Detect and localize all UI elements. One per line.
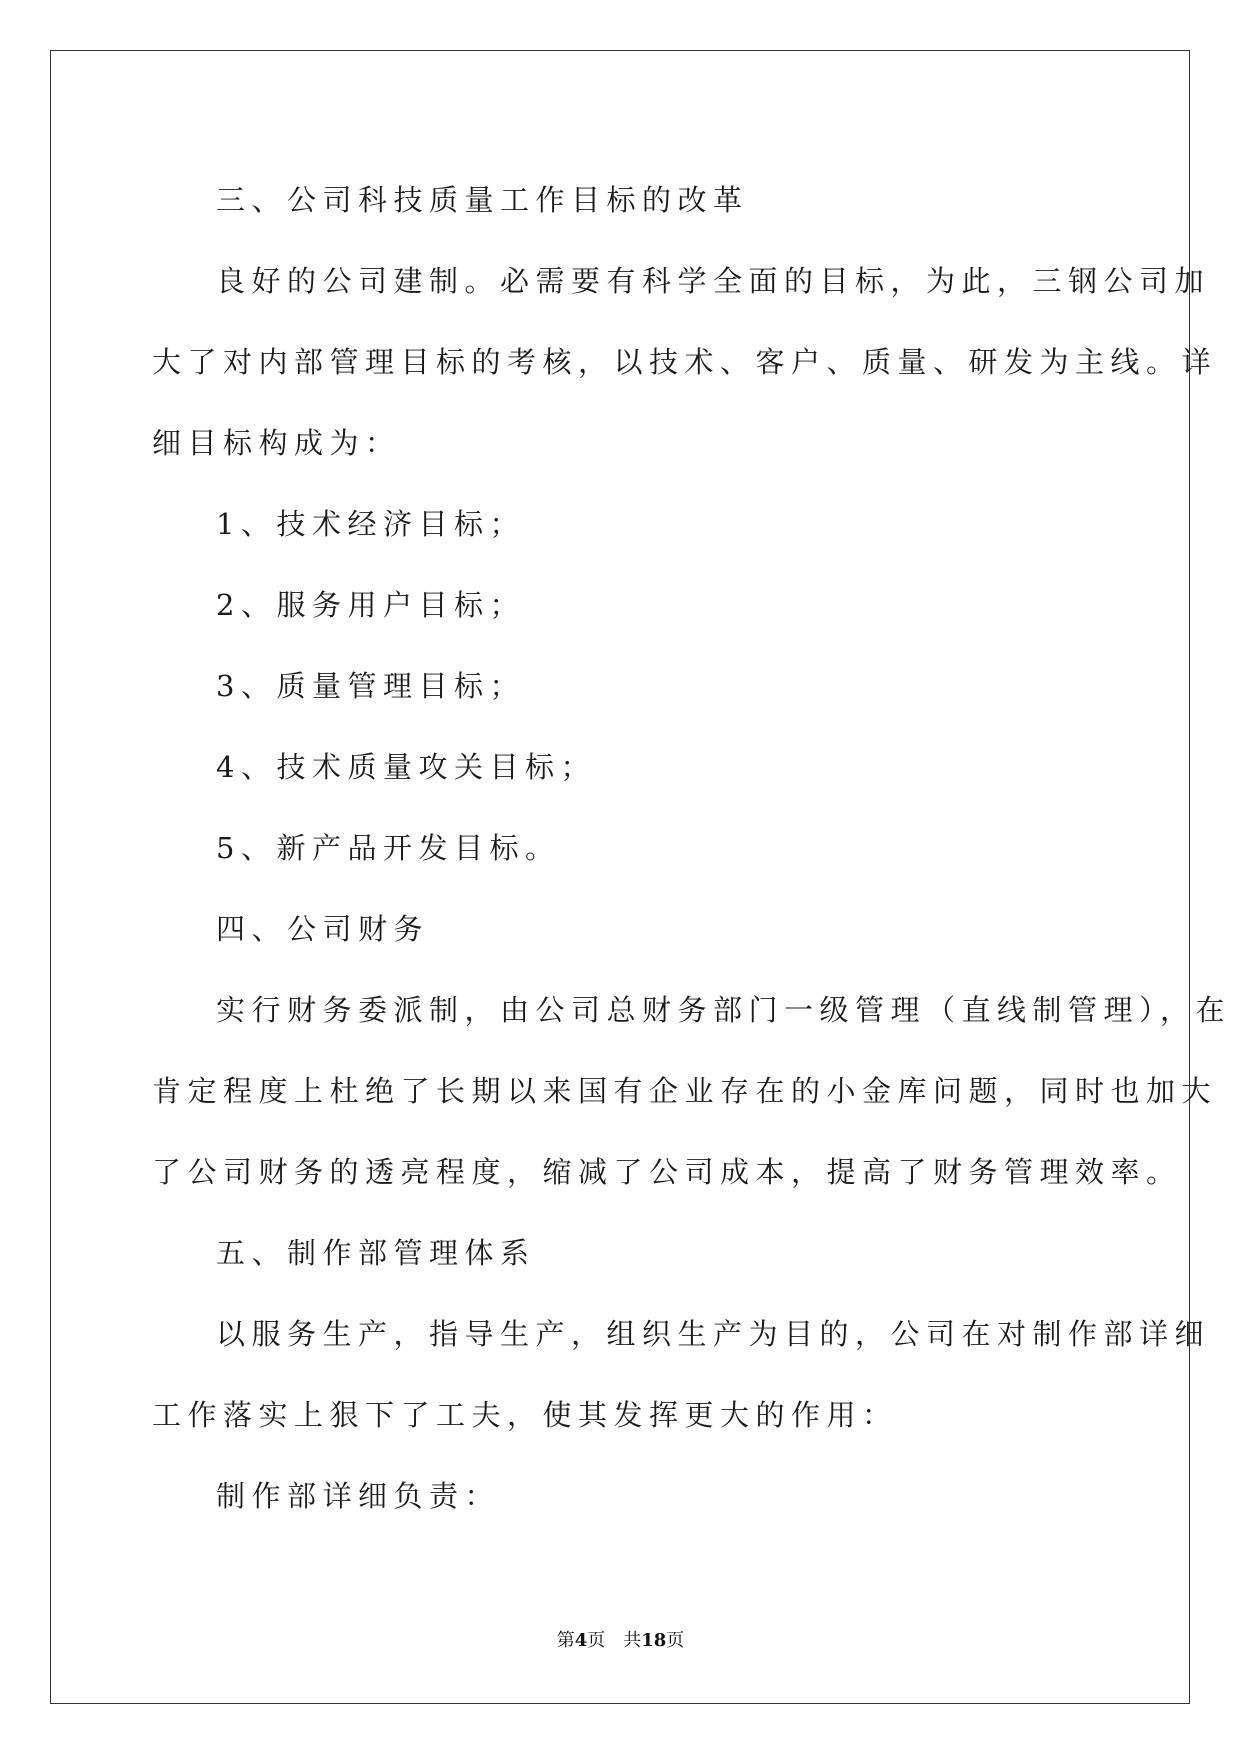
footer-prefix: 第 xyxy=(556,1630,575,1651)
text-line: 实行财务委派制，由公司总财务部门一级管理（直线制管理），在 xyxy=(216,993,1232,1027)
paragraph xyxy=(152,970,1232,1213)
text-line: 大了对内部管理目标的考核，以技术、客户、质量、研发为主线。详 xyxy=(152,345,1218,379)
section-heading xyxy=(152,160,1092,241)
list-item xyxy=(152,727,1092,808)
list-item xyxy=(152,565,1092,646)
text-line: 肯定程度上杜绝了长期以来国有企业存在的小金库问题，同时也加大 xyxy=(152,1074,1218,1108)
text-line: 1、技术经济目标； xyxy=(216,507,525,541)
text-line: 四、公司财务 xyxy=(216,912,430,946)
text-line: 制作部详细负责： xyxy=(216,1479,501,1513)
text-line: 2、服务用户目标； xyxy=(216,588,525,622)
text-line: 三、公司科技质量工作目标的改革 xyxy=(216,183,749,217)
text-line: 4、技术质量攻关目标； xyxy=(216,750,596,784)
section-heading xyxy=(152,1213,1092,1294)
footer-total-suffix: 页 xyxy=(666,1630,685,1651)
text-line: 3、质量管理目标； xyxy=(216,669,525,703)
total-pages-number: 18 xyxy=(641,1630,667,1651)
text-line: 了公司财务的透亮程度，缩减了公司成本，提高了财务管理效率。 xyxy=(152,1155,1182,1189)
paragraph xyxy=(152,1456,1092,1537)
page-footer xyxy=(0,1629,1241,1653)
text-line: 细目标构成为： xyxy=(152,426,401,460)
footer-total-prefix: 共 xyxy=(623,1630,642,1651)
list-item xyxy=(152,484,1092,565)
text-line: 良好的公司建制。必需要有科学全面的目标，为此，三钢公司加 xyxy=(216,264,1211,298)
list-item xyxy=(152,808,1092,889)
list-item xyxy=(152,646,1092,727)
document-body xyxy=(152,160,1232,1537)
text-line: 五、制作部管理体系 xyxy=(216,1236,536,1270)
footer-page-suffix: 页 xyxy=(587,1630,606,1651)
text-line: 工作落实上狠下了工夫，使其发挥更大的作用： xyxy=(152,1398,898,1432)
section-heading xyxy=(152,889,1092,970)
text-line: 5、新产品开发目标。 xyxy=(216,831,561,865)
current-page-number: 4 xyxy=(574,1630,588,1651)
paragraph xyxy=(152,241,1218,484)
paragraph xyxy=(152,1294,1211,1456)
text-line: 以服务生产，指导生产，组织生产为目的，公司在对制作部详细 xyxy=(216,1317,1211,1351)
